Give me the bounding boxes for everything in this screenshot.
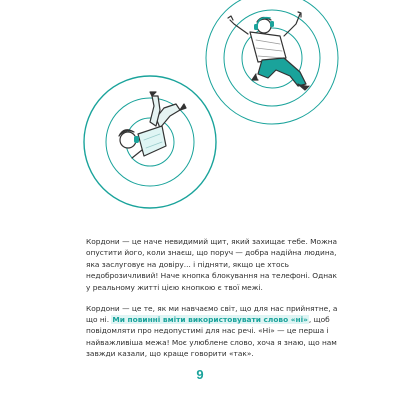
lower-figure (119, 92, 186, 158)
paragraph-2-start: Кордони — це те, як ми навчаємо світ, що для нас прийнятне, а що ні. (86, 303, 338, 324)
page-number: 9 (196, 367, 204, 382)
paragraph-2-end: , щоб повідомляти про недопустимі для нас речі. «Ні» — це перша і найважливіша межа! Моє улюблене слово, хоча я знаю, що нам завжди казали, що краще говорити «так». (86, 314, 337, 359)
paragraph-1: Кордони — це наче невидимий щит, який захищає тебе. Можна опустити його, коли знаєш, що поруч — добра надійна людина, яка заслуговує на довіру... і підняти, якщо це хтось недоброзичливий! Наче кнопка блокування на телефоні. Однак у реальному житті цією кнопкою є твої межі. (86, 237, 338, 292)
highlighted-phrase: Ми повинні вміти використовувати слово «ні» (112, 314, 308, 324)
body-text (86, 236, 342, 360)
upper-figure (228, 12, 309, 90)
paragraph-2 (86, 303, 342, 360)
